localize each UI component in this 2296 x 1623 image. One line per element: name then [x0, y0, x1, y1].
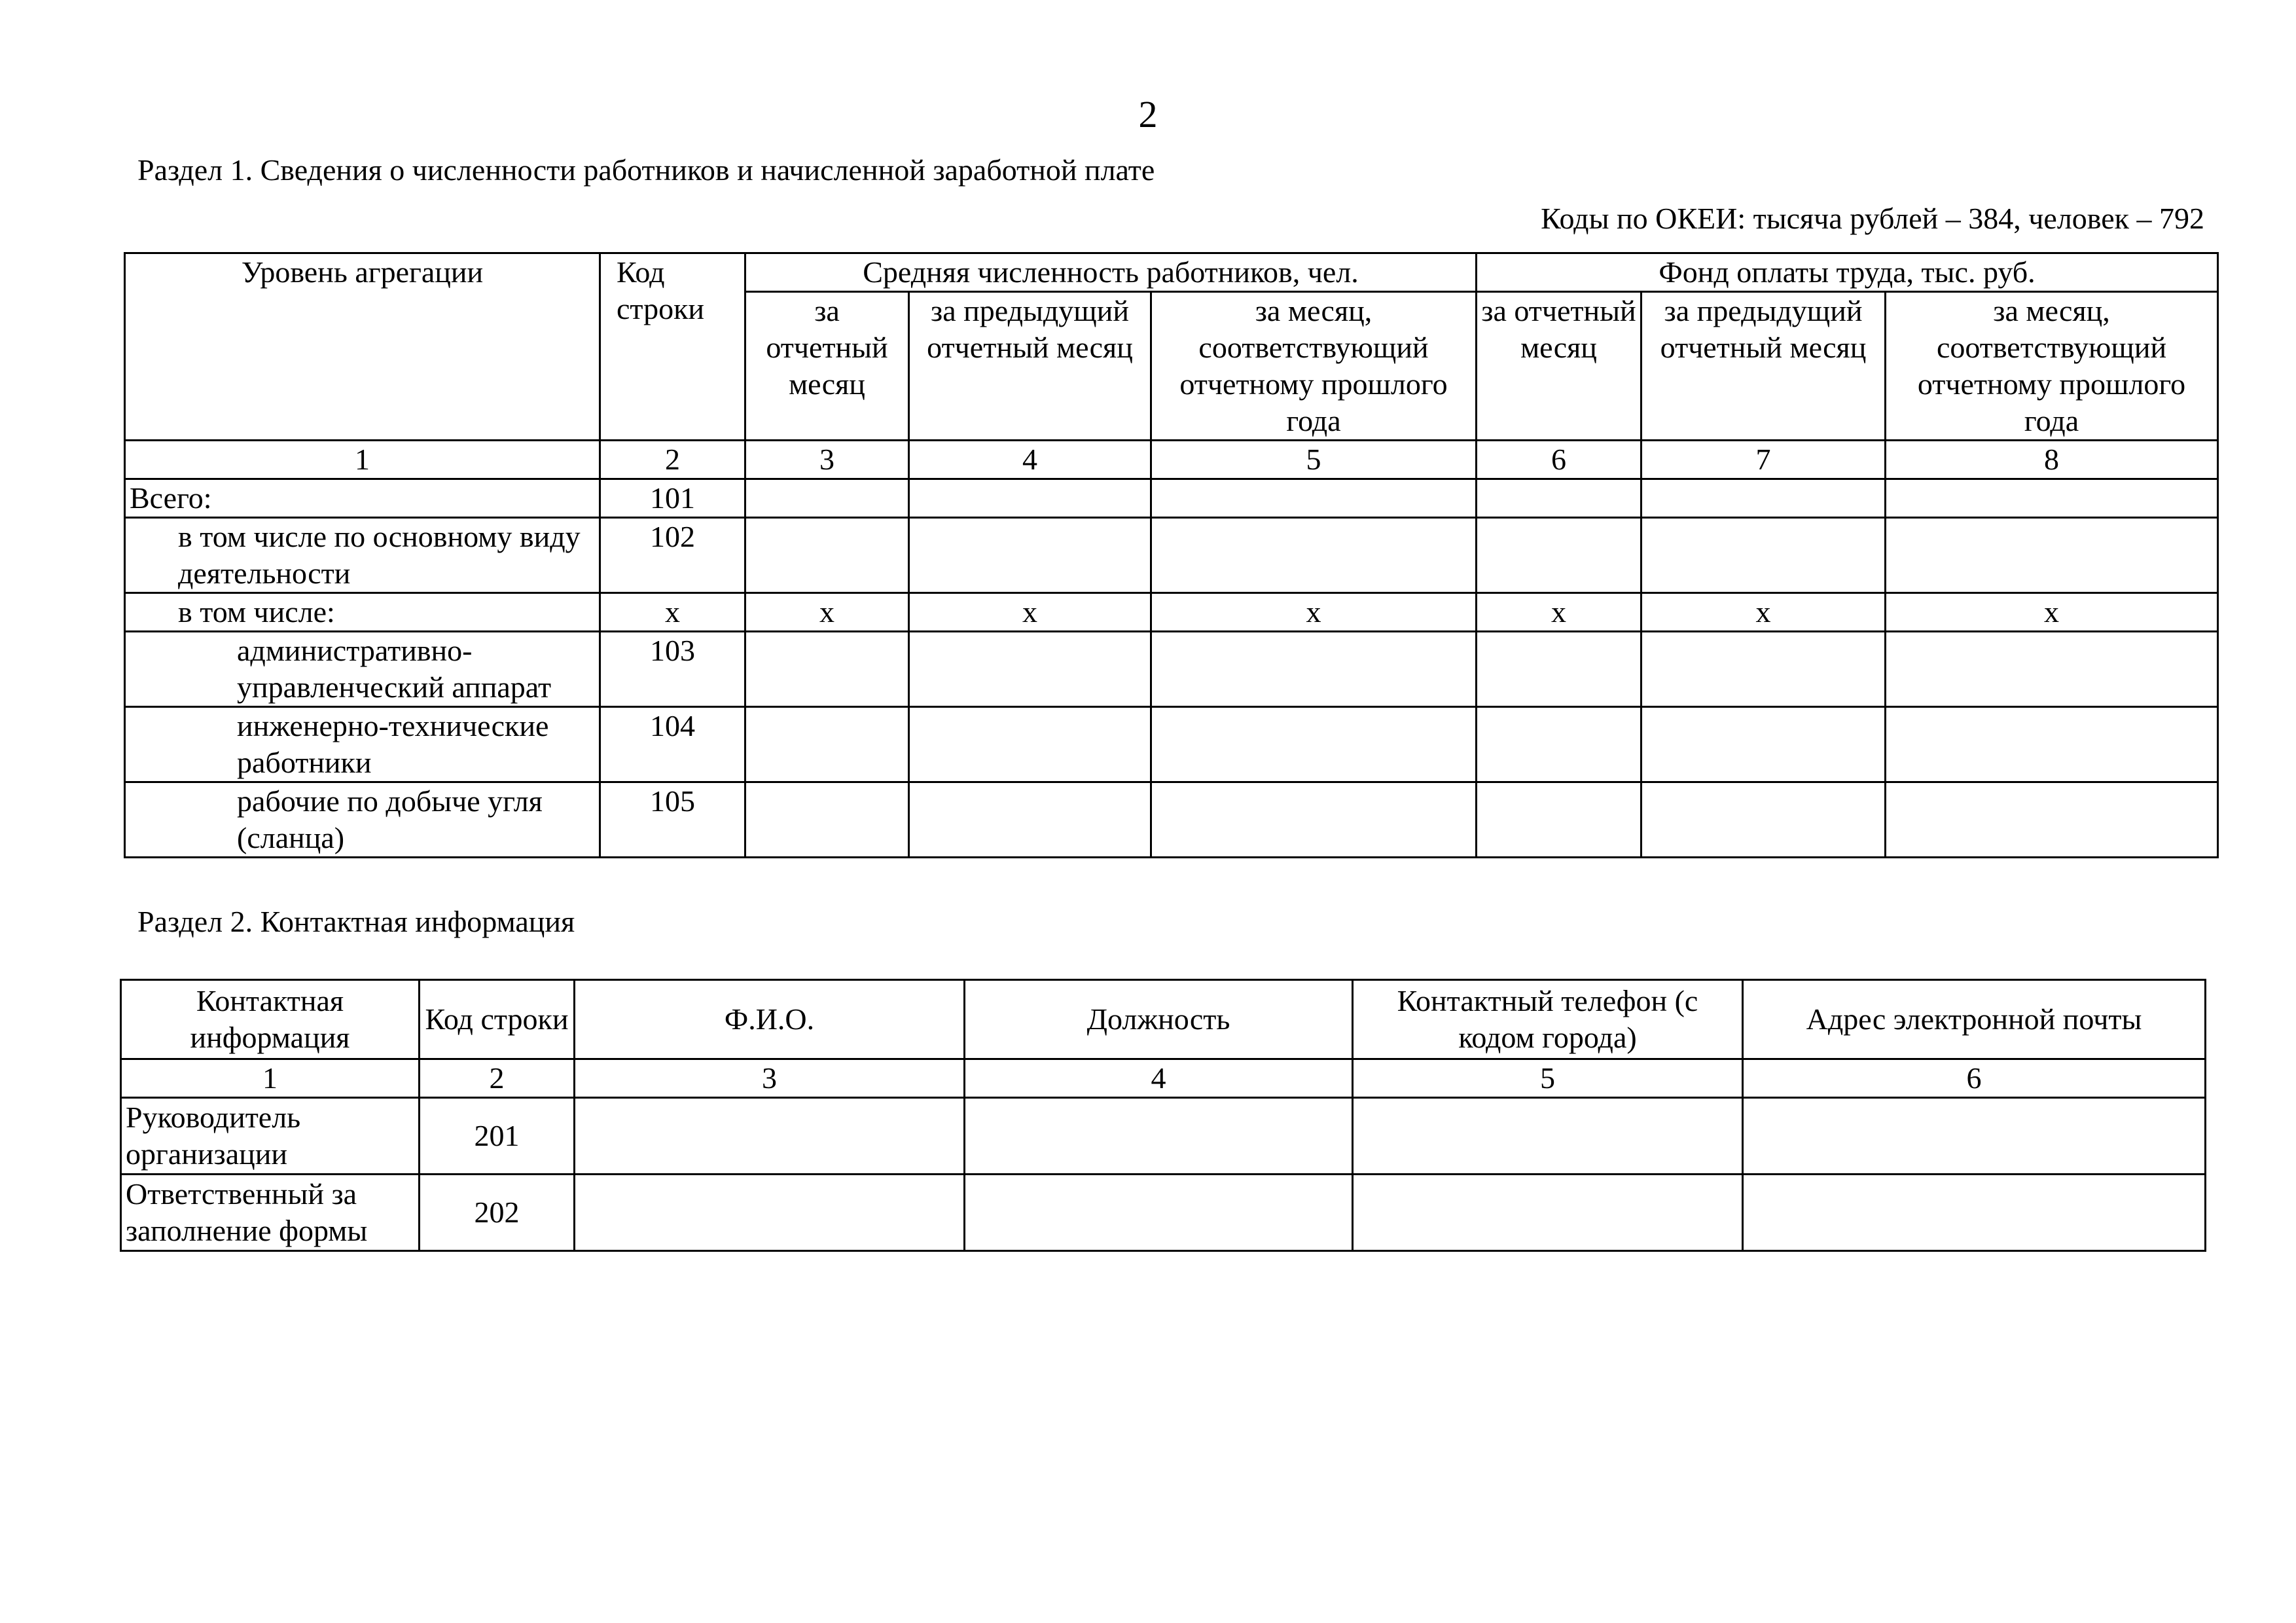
table-row	[121, 1098, 2206, 1175]
column-number: 6	[1743, 1059, 2206, 1098]
data-cell[interactable]	[909, 707, 1151, 782]
column-number: 3	[575, 1059, 965, 1098]
data-cell[interactable]	[909, 782, 1151, 858]
data-cell[interactable]	[1151, 782, 1477, 858]
column-number: 7	[1641, 441, 1886, 479]
data-cell[interactable]	[745, 707, 909, 782]
okei-units: Коды по ОКЕИ: тысяча рублей – 384, человек – 792	[1541, 202, 2204, 235]
data-cell[interactable]	[1477, 479, 1641, 518]
column-number: 4	[965, 1059, 1353, 1098]
header-position: Должность	[965, 980, 1353, 1059]
page-number: 2	[1138, 93, 1158, 136]
data-cell: х	[1477, 593, 1641, 632]
data-cell: х	[1151, 593, 1477, 632]
table-row	[125, 632, 2218, 707]
data-cell: х	[1886, 593, 2218, 632]
data-cell[interactable]	[909, 518, 1151, 593]
data-cell[interactable]	[1641, 707, 1886, 782]
table-row	[125, 593, 2218, 632]
data-cell[interactable]	[1641, 632, 1886, 707]
row-code: 104	[600, 707, 745, 782]
row-code: 201	[420, 1098, 575, 1175]
data-cell[interactable]	[1151, 632, 1477, 707]
table-row	[121, 1175, 2206, 1251]
data-cell[interactable]	[1151, 518, 1477, 593]
row-code: 101	[600, 479, 745, 518]
column-number: 2	[600, 441, 745, 479]
section1-title: Раздел 1. Сведения о численности работников и начисленной заработной плате	[137, 153, 1155, 187]
table-row	[125, 479, 2218, 518]
data-cell[interactable]	[745, 632, 909, 707]
row-code: х	[600, 593, 745, 632]
row-code: 102	[600, 518, 745, 593]
table-row	[125, 707, 2218, 782]
data-cell[interactable]	[575, 1098, 965, 1175]
data-cell[interactable]	[1641, 518, 1886, 593]
data-cell[interactable]	[1477, 707, 1641, 782]
column-number: 6	[1477, 441, 1641, 479]
column-number-row	[121, 1059, 2206, 1098]
column-number: 2	[420, 1059, 575, 1098]
data-cell[interactable]	[1886, 707, 2218, 782]
header-fund-current: за отчетный месяц	[1477, 292, 1641, 441]
table-row	[125, 782, 2218, 858]
data-cell[interactable]	[965, 1175, 1353, 1251]
table-row	[125, 518, 2218, 593]
data-cell[interactable]	[1477, 518, 1641, 593]
data-cell[interactable]	[909, 632, 1151, 707]
data-cell: х	[909, 593, 1151, 632]
data-cell[interactable]	[745, 782, 909, 858]
data-cell[interactable]	[965, 1098, 1353, 1175]
data-cell[interactable]	[1353, 1098, 1743, 1175]
data-cell[interactable]	[745, 479, 909, 518]
column-number: 3	[745, 441, 909, 479]
header-code: Код строки	[420, 980, 575, 1059]
column-number: 5	[1151, 441, 1477, 479]
header-phone: Контактный телефон (с кодом города)	[1353, 980, 1743, 1059]
data-cell[interactable]	[1886, 632, 2218, 707]
data-cell[interactable]	[575, 1175, 965, 1251]
row-label: административно-управленческий аппарат	[125, 632, 600, 707]
header-avg-current: за отчетный месяц	[745, 292, 909, 441]
column-number: 1	[121, 1059, 420, 1098]
header-avg-last-year: за месяц, соответствующий отчетному прошлого года	[1151, 292, 1477, 441]
column-number: 5	[1353, 1059, 1743, 1098]
header-contact-info: Контактная информация	[121, 980, 420, 1059]
data-cell[interactable]	[1151, 707, 1477, 782]
data-cell[interactable]	[1477, 782, 1641, 858]
data-cell: х	[745, 593, 909, 632]
row-code: 105	[600, 782, 745, 858]
header-level: Уровень агрегации	[125, 253, 600, 441]
column-number: 1	[125, 441, 600, 479]
data-cell[interactable]	[909, 479, 1151, 518]
data-cell[interactable]	[745, 518, 909, 593]
row-code: 103	[600, 632, 745, 707]
header-avg-headcount: Средняя численность работников, чел.	[745, 253, 1477, 292]
data-cell[interactable]	[1151, 479, 1477, 518]
header-avg-previous: за предыдущий отчетный месяц	[909, 292, 1151, 441]
row-label: в том числе по основному виду деятельности	[125, 518, 600, 593]
header-full-name: Ф.И.О.	[575, 980, 965, 1059]
header-code: Код строки	[600, 253, 745, 441]
header-fund-last-year: за месяц, соответствующий отчетному прошлого года	[1886, 292, 2218, 441]
data-cell[interactable]	[1886, 479, 2218, 518]
header-fund-previous: за предыдущий отчетный месяц	[1641, 292, 1886, 441]
data-cell[interactable]	[1886, 518, 2218, 593]
column-number: 8	[1886, 441, 2218, 479]
header-row	[121, 980, 2206, 1059]
row-label: инженерно-технические работники	[125, 707, 600, 782]
section2-title: Раздел 2. Контактная информация	[137, 905, 575, 938]
data-cell[interactable]	[1641, 782, 1886, 858]
staff-wage-table	[124, 252, 2219, 858]
data-cell[interactable]	[1743, 1175, 2206, 1251]
data-cell[interactable]	[1743, 1098, 2206, 1175]
row-label: Всего:	[125, 479, 600, 518]
row-label: в том числе:	[125, 593, 600, 632]
data-cell[interactable]	[1353, 1175, 1743, 1251]
row-label: Руководитель организации	[121, 1098, 420, 1175]
row-label: рабочие по добыче угля (сланца)	[125, 782, 600, 858]
column-number-row	[125, 441, 2218, 479]
row-label: Ответственный за заполнение формы	[121, 1175, 420, 1251]
data-cell: х	[1641, 593, 1886, 632]
data-cell[interactable]	[1641, 479, 1886, 518]
contact-table	[120, 979, 2206, 1252]
row-code: 202	[420, 1175, 575, 1251]
header-row-top	[125, 253, 2218, 292]
header-email: Адрес электронной почты	[1743, 980, 2206, 1059]
header-wage-fund: Фонд оплаты труда, тыс. руб.	[1477, 253, 2218, 292]
data-cell[interactable]	[1477, 632, 1641, 707]
data-cell[interactable]	[1886, 782, 2218, 858]
column-number: 4	[909, 441, 1151, 479]
